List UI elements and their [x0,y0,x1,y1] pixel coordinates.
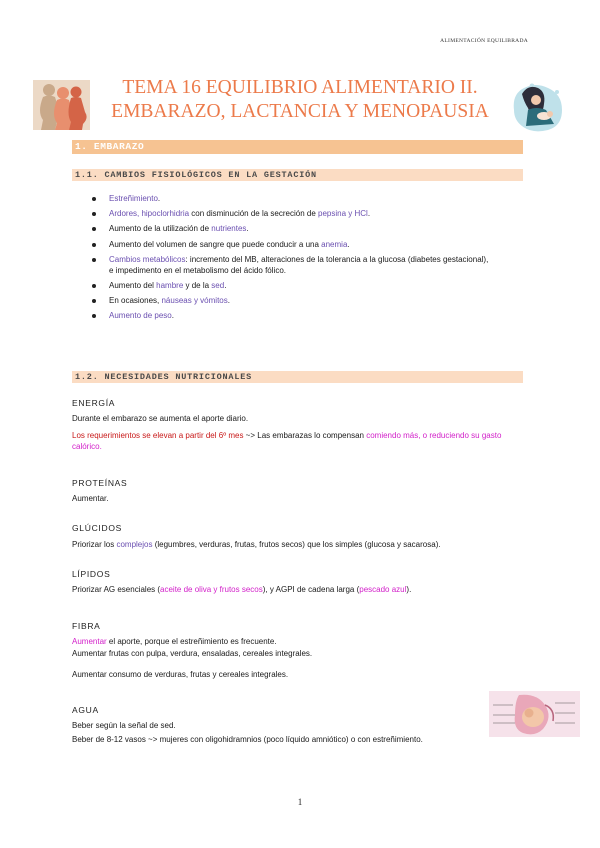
agua-text-2: Beber de 8-12 vasos ~> mujeres con oligohidramnios (poco líquido amniótico) o con estreñimiento. [72,735,423,744]
subsection-heading-cambios: 1.1. CAMBIOS FISIOLÓGICOS EN LA GESTACIÓN [72,169,523,181]
list-item: Estreñimiento. [92,193,492,204]
page-title [110,76,490,124]
page-number: 1 [297,797,303,807]
energia-label: ENERGÍA [72,398,116,408]
agua-label: AGUA [72,705,99,715]
energia-text-2: Los requerimientos se elevan a partir del 6º mes ~> Las embarazas lo compensan comiendo más, o reduciendo su gasto calórico. [72,431,502,451]
physiological-changes-list [92,193,492,326]
title-line-1: TEMA 16 EQUILIBRIO ALIMENTARIO II. [122,77,478,98]
title-line-2: EMBARAZO, LACTANCIA Y MENOPAUSIA [111,101,489,122]
list-item: Cambios metabólicos: incremento del MB, alteraciones de la tolerancia a la glucosa (diabetes gestacional), e impedimento en el metabolismo del ácido fólico. [92,254,492,276]
energia-text-1: Durante el embarazo se aumenta el aporte diario. [72,414,249,423]
fibra-text-2: Aumentar frutas con pulpa, verdura, ensaladas, cereales integrales. [72,649,313,658]
running-head: ALIMENTACIÓN EQUILIBRADA [440,38,528,44]
list-item: Aumento de la utilización de nutrientes. [92,223,492,234]
list-item: Ardores, hipoclorhidria con disminución de la secreción de pepsina y HCl. [92,208,492,219]
section-heading-embarazo: 1. EMBARAZO [72,140,523,154]
subsection-heading-necesidades: 1.2. NECESIDADES NUTRICIONALES [72,371,523,383]
list-item: Aumento del hambre y de la sed. [92,280,492,291]
pregnancy-anatomy-diagram-icon [489,691,580,737]
agua-text-1: Beber según la señal de sed. [72,721,176,730]
glucidos-label: GLÚCIDOS [72,523,122,533]
breastfeeding-mother-icon [510,80,566,134]
glucidos-text: Priorizar los complejos (legumbres, verduras, frutas, frutos secos) que los simples (glucosa y sacarosa). [72,540,441,549]
list-item: En ocasiones, náuseas y vómitos. [92,295,492,306]
list-item: Aumento de peso. [92,310,492,321]
proteinas-text: Aumentar. [72,494,109,503]
lipidos-text: Priorizar AG esenciales (aceite de oliva y frutos secos), y AGPI de cadena larga (pescado azul). [72,585,412,594]
fibra-text-1: Aumentar el aporte, porque el estreñimiento es frecuente. [72,637,277,646]
proteinas-label: PROTEÍNAS [72,478,128,488]
list-item: Aumento del volumen de sangre que puede conducir a una anemia. [92,239,492,250]
lipidos-label: LÍPIDOS [72,569,111,579]
fibra-text-3: Aumentar consumo de verduras, frutas y cereales integrales. [72,670,289,679]
pregnant-women-silhouette-icon [33,80,90,130]
fibra-label: FIBRA [72,621,101,631]
